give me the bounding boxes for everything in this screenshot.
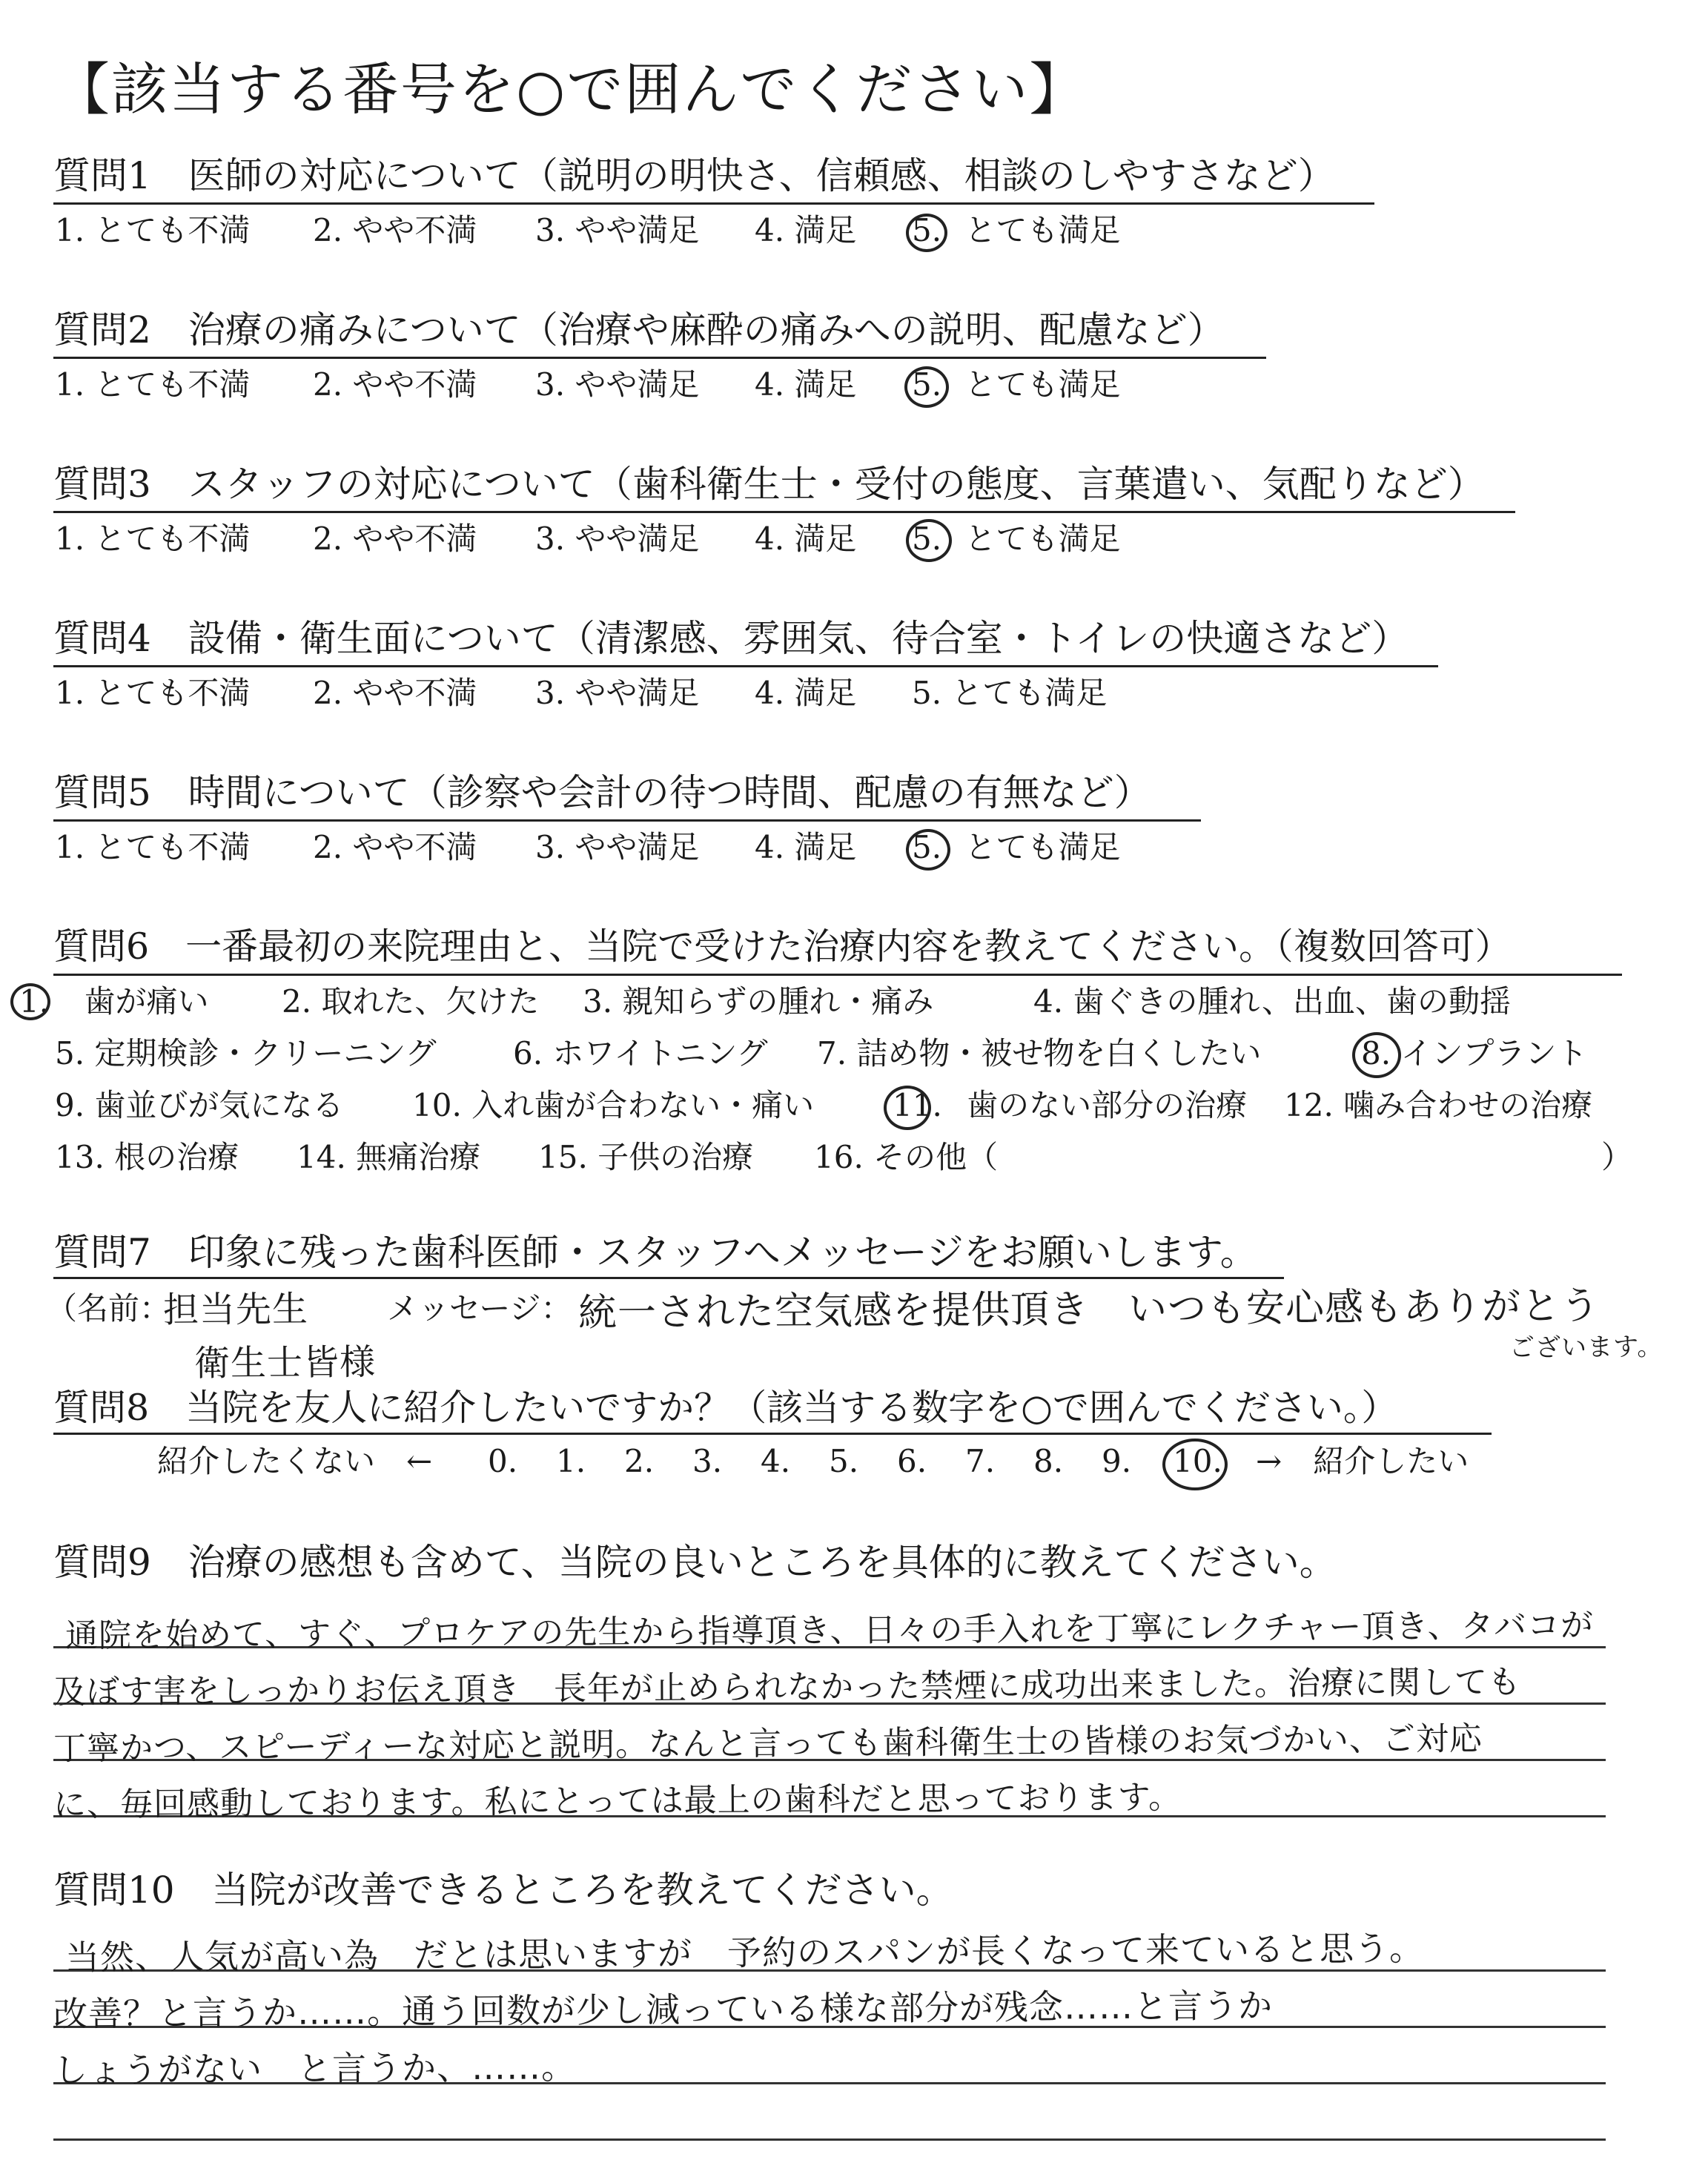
q6-option-3[interactable]: 3. 親知らずの腫れ・痛み: [583, 983, 934, 1020]
q10-answer-line-2[interactable]: 改善？と言うか……。通う回数が少し減っている様な部分が残念……と言うか: [53, 1985, 1274, 2034]
q5-option-3[interactable]: 3. やや満足: [535, 829, 700, 865]
q9-answer-line-4[interactable]: に、毎回感動しております。私にとっては最上の歯科だと思っております。: [53, 1778, 1182, 1824]
q6-option-11-circle: [884, 1086, 931, 1130]
q7-name-line-1[interactable]: 担当先生: [162, 1288, 309, 1331]
q8-title: 質問8 当院を友人に紹介したいですか？（該当する数字を○で囲んでください。）: [53, 1387, 1398, 1429]
q3-option-3[interactable]: 3. やや満足: [535, 521, 700, 557]
q2-option-5-label: とても満足: [964, 366, 1121, 403]
q2-selected-circle: [904, 366, 949, 408]
q1-option-4[interactable]: 4. 満足: [755, 212, 857, 248]
q8-scale-9[interactable]: 9.: [1102, 1443, 1132, 1479]
q8-scale-6[interactable]: 6.: [897, 1443, 927, 1479]
q6-option-1-circle: [10, 983, 50, 1020]
q6-option-10[interactable]: 10. 入れ歯が合わない・痛い: [412, 1087, 815, 1123]
q6-option-16[interactable]: 16. その他（: [814, 1139, 999, 1175]
q3-option-5-label: とても満足: [964, 521, 1121, 557]
q2-underline: [53, 357, 1266, 359]
q2-title: 質問2 治療の痛みについて（治療や麻酔の痛みへの説明、配慮など）: [53, 308, 1225, 351]
q6-option-5[interactable]: 5. 定期検診・クリーニング: [55, 1035, 437, 1071]
q8-underline: [53, 1433, 1492, 1435]
q8-scale-0[interactable]: 0.: [488, 1443, 518, 1479]
q8-selected-circle: [1162, 1439, 1228, 1490]
q3-selected-circle: [906, 519, 952, 562]
q6-option-1-label: 歯が痛い: [84, 983, 209, 1020]
q6-title: 質問6 一番最初の来院理由と、当院で受けた治療内容を教えてください。（複数回答可）: [53, 925, 1512, 968]
q4-option-3[interactable]: 3. やや満足: [535, 675, 700, 711]
q9-answer-line-2[interactable]: 及ぼす害をしっかりお伝え頂き 長年が止められなかった禁煙に成功出来ました。治療に関しても: [53, 1663, 1522, 1711]
q1-underline: [53, 202, 1374, 205]
q1-title: 質問1 医師の対応について（説明の明快さ、信頼感、相談のしやすさなど）: [53, 154, 1335, 197]
q6-option-7[interactable]: 7. 詰め物・被せ物を白くしたい: [817, 1035, 1262, 1071]
q6-option-8-label: インプラント: [1400, 1035, 1588, 1071]
q8-scale-2[interactable]: 2.: [624, 1443, 655, 1479]
q3-option-5-number: 5.: [912, 521, 942, 557]
q5-option-5-label: とても満足: [964, 829, 1121, 865]
q6-option-13[interactable]: 13. 根の治療: [55, 1139, 239, 1175]
q7-message-label: メッセージ：: [387, 1290, 572, 1327]
q1-option-5-number: 5.: [912, 212, 942, 248]
q4-title: 質問4 設備・衛生面について（清潔感、雰囲気、待合室・トイレの快適さなど）: [53, 617, 1409, 660]
page-header: 【該当する番号を○で囲んでください】: [53, 56, 1088, 122]
q9-title: 質問9 治療の感想も含めて、当院の良いところを具体的に教えてください。: [53, 1541, 1337, 1584]
q2-option-4[interactable]: 4. 満足: [755, 366, 857, 403]
q6-option-16-close: ）: [1601, 1139, 1633, 1175]
q6-option-11-number: 11.: [893, 1087, 942, 1123]
q2-option-3[interactable]: 3. やや満足: [535, 366, 700, 403]
q8-scale-10[interactable]: 10.: [1173, 1443, 1222, 1479]
q2-option-1[interactable]: 1. とても不満: [55, 366, 251, 403]
q3-option-2[interactable]: 2. やや不満: [313, 521, 477, 557]
q6-option-4[interactable]: 4. 歯ぐきの腫れ、出血、歯の動揺: [1033, 983, 1511, 1020]
q8-scale-5[interactable]: 5.: [829, 1443, 859, 1479]
q6-underline: [53, 974, 1622, 976]
q3-option-1[interactable]: 1. とても不満: [55, 521, 251, 557]
q1-option-2[interactable]: 2. やや不満: [313, 212, 477, 248]
q6-option-15[interactable]: 15. 子供の治療: [538, 1139, 754, 1175]
q2-option-2[interactable]: 2. やや不満: [313, 366, 477, 403]
q9-answer-line-1[interactable]: 通院を始めて、すぐ、プロケアの先生から指導頂き、日々の手入れを丁寧にレクチャー頂き、タバコが: [64, 1606, 1595, 1655]
q7-message-line-2[interactable]: ございます。: [1509, 1332, 1664, 1363]
q7-message-line-1[interactable]: 統一された空気感を提供頂き いつも安心感もありがとう: [577, 1284, 1601, 1335]
q4-option-1[interactable]: 1. とても不満: [55, 675, 251, 711]
q1-option-3[interactable]: 3. やや満足: [535, 212, 700, 248]
q4-option-5[interactable]: 5. とても満足: [912, 675, 1108, 711]
q6-option-11-label: 歯のない部分の治療: [967, 1087, 1248, 1123]
q6-option-2[interactable]: 2. 取れた、欠けた: [282, 983, 540, 1020]
q9-answer-line-3[interactable]: 丁寧かつ、スピーディーな対応と説明。なんと言っても歯科衛生士の皆様のお気づかい、ご対応: [53, 1720, 1483, 1768]
q7-name-line-2[interactable]: 衛生士皆様: [193, 1341, 377, 1384]
q10-answer-line-1[interactable]: 当然、人気が高い為 だとは思いますが 予約のスパンが長くなって来ていると思う。: [64, 1928, 1425, 1978]
q4-underline: [53, 665, 1438, 667]
q10-rule-4: [53, 2138, 1606, 2141]
q6-option-8-circle: [1352, 1032, 1401, 1078]
q3-title: 質問3 スタッフの対応について（歯科衛生士・受付の態度、言葉遣い、気配りなど）: [53, 463, 1485, 506]
q5-option-2[interactable]: 2. やや不満: [313, 829, 477, 865]
q8-right-label: → 紹介したい: [1256, 1443, 1469, 1479]
q6-option-14[interactable]: 14. 無痛治療: [297, 1139, 481, 1175]
q6-option-12[interactable]: 12. 噛み合わせの治療: [1284, 1087, 1593, 1123]
q7-name-label: （名前：: [46, 1290, 171, 1327]
q1-option-1[interactable]: 1. とても不満: [55, 212, 251, 248]
q7-title: 質問7 印象に残った歯科医師・スタッフへメッセージをお願いします。: [53, 1231, 1257, 1274]
q1-selected-circle: [906, 214, 947, 252]
q6-option-11[interactable]: [893, 1087, 1248, 1123]
q10-title: 質問10 当院が改善できるところを教えてください。: [53, 1869, 953, 1912]
q4-option-4[interactable]: 4. 満足: [755, 675, 857, 711]
q5-option-1[interactable]: 1. とても不満: [55, 829, 251, 865]
q6-option-8-number: 8.: [1361, 1035, 1391, 1071]
q5-option-5-number: 5.: [912, 829, 942, 865]
q8-scale-4[interactable]: 4.: [761, 1443, 791, 1479]
q5-option-4[interactable]: 4. 満足: [755, 829, 857, 865]
q5-underline: [53, 819, 1201, 822]
q3-underline: [53, 511, 1515, 513]
q10-answer-line-3[interactable]: しょうがない と言うか、……。: [53, 2047, 577, 2090]
q8-scale-8[interactable]: 8.: [1033, 1443, 1064, 1479]
q5-title: 質問5 時間について（診察や会計の待つ時間、配慮の有無など）: [53, 771, 1151, 814]
q6-option-1-number: 1.: [19, 983, 50, 1020]
q5-selected-circle: [906, 829, 950, 871]
q3-option-4[interactable]: 4. 満足: [755, 521, 857, 557]
q6-option-6[interactable]: 6. ホワイトニング: [513, 1035, 768, 1071]
q2-option-5-number: 5.: [912, 366, 942, 403]
q8-scale-7[interactable]: 7.: [965, 1443, 996, 1479]
q8-left-label: 紹介したくない ←: [157, 1443, 433, 1479]
q8-scale-1[interactable]: 1.: [556, 1443, 586, 1479]
q4-option-2[interactable]: 2. やや不満: [313, 675, 477, 711]
q1-option-5-label: とても満足: [964, 212, 1121, 248]
q6-option-9[interactable]: 9. 歯並びが気になる: [55, 1087, 344, 1123]
q8-scale-3[interactable]: 3.: [692, 1443, 723, 1479]
